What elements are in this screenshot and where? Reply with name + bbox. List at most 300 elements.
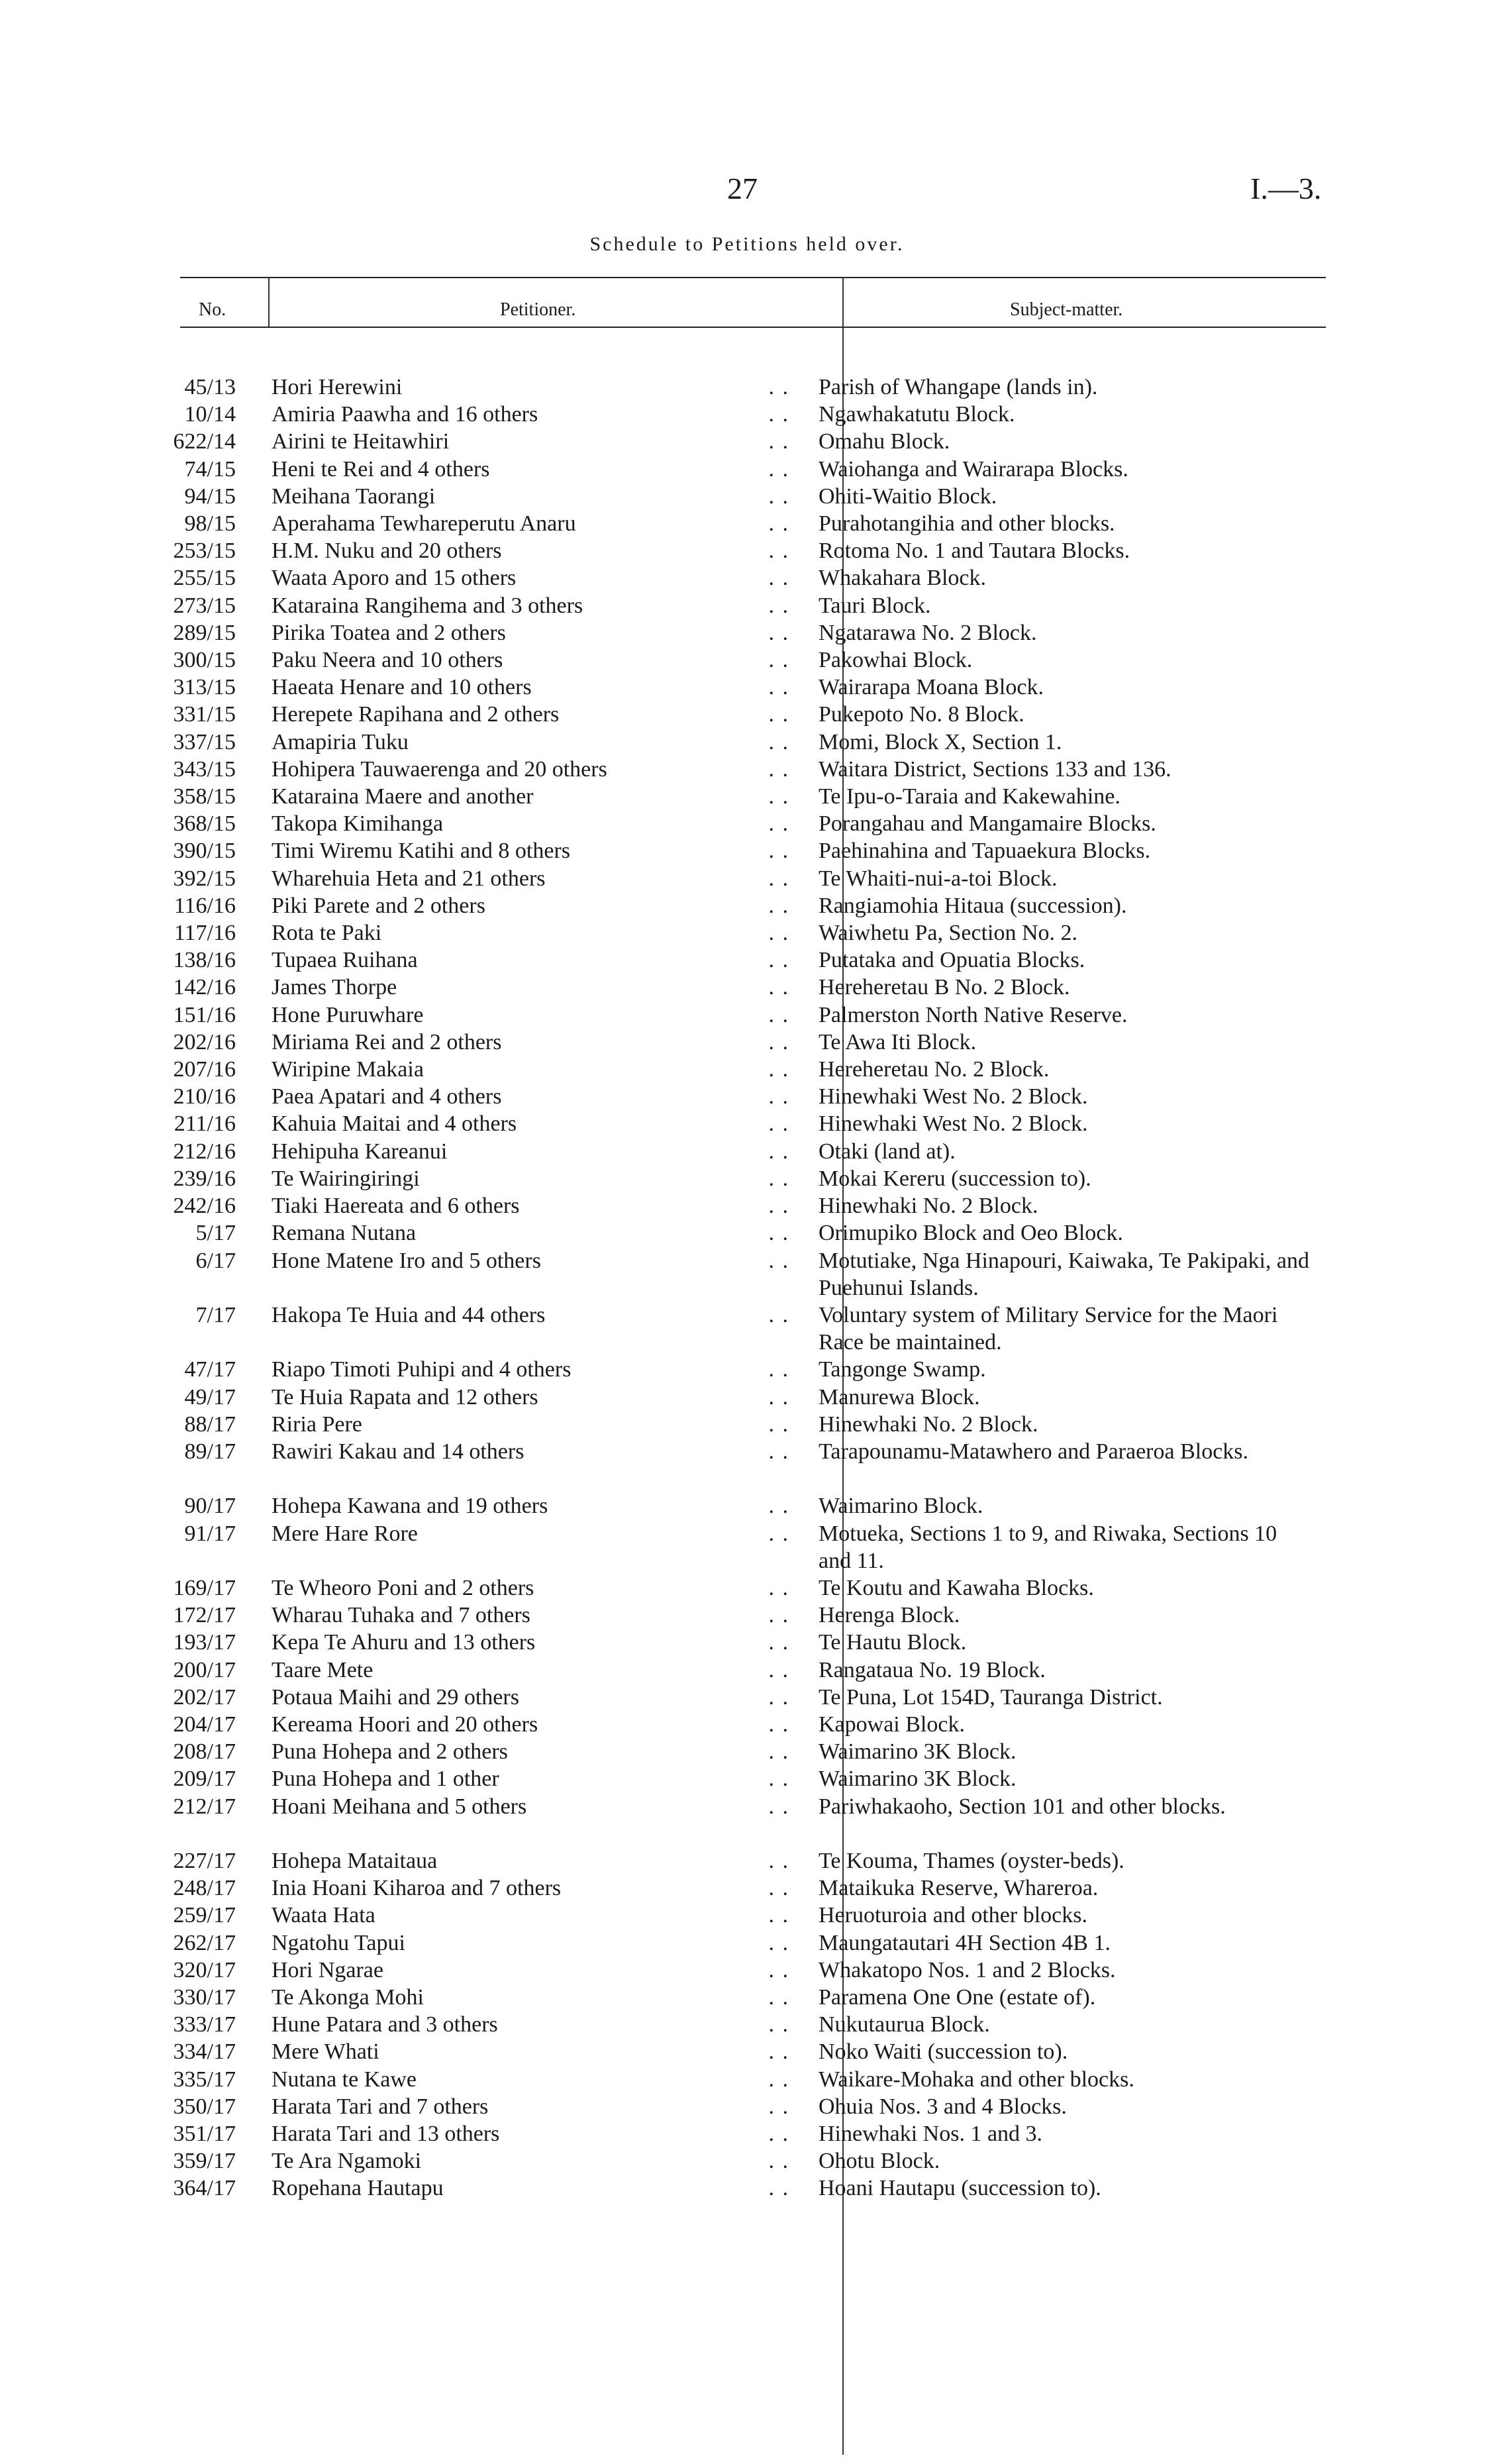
petition-number: 202/16 (173, 1029, 236, 1054)
subject-matter: Orimupiko Block and Oeo Block. (819, 1221, 1123, 1246)
table-row (0, 1874, 1494, 1902)
petition-number: 45/13 (184, 375, 236, 399)
page-title: Schedule to Petitions held over. (589, 233, 905, 255)
petition-number: 47/17 (184, 1357, 236, 1382)
petitioner-cell (238, 1083, 809, 1110)
petitioner-name: Te Wairingiringi (272, 1166, 420, 1191)
dot-leader: . . (768, 1057, 789, 1082)
petitioner-cell (238, 1629, 809, 1656)
subject-matter: Pakowhai Block. (819, 648, 973, 673)
petition-number: 210/16 (173, 1084, 236, 1109)
petition-number: 204/17 (173, 1712, 236, 1737)
table-row (0, 374, 1494, 401)
subject-matter: Waikare-Mohaka and other blocks. (819, 2067, 1134, 2092)
dot-leader: . . (768, 484, 789, 509)
subject-matter: Voluntary system of Military Service for the Maori Race be maintained. (819, 1302, 1278, 1355)
petition-number: 200/17 (173, 1657, 236, 1682)
subject-matter: Tauri Block. (819, 593, 931, 618)
petition-number: 117/16 (174, 921, 236, 946)
table-row (0, 510, 1494, 537)
table-row (0, 1711, 1494, 1738)
petition-number: 169/17 (173, 1575, 236, 1600)
subject-matter: Motueka, Sections 1 to 9, and Riwaka, Sections 10 and 11. (819, 1521, 1277, 1573)
dot-leader: . . (768, 1384, 789, 1410)
table-row (0, 1738, 1494, 1765)
petitioner-cell (238, 1001, 809, 1029)
petitioner-cell (238, 1520, 809, 1547)
dot-leader: . . (768, 1984, 789, 2010)
petitioner-name: Amapiria Tuku (272, 729, 409, 754)
table-row (0, 865, 1494, 892)
table-row (0, 564, 1494, 591)
table-row (0, 1247, 1494, 1302)
petitioner-name: Paku Neera and 10 others (272, 648, 503, 673)
dot-leader: . . (768, 2039, 789, 2065)
table-row (0, 1492, 1494, 1519)
petition-number: 242/16 (173, 1194, 236, 1219)
subject-matter: Heruoturoia and other blocks. (819, 1903, 1087, 1928)
petitioner-name: Waata Hata (272, 1903, 375, 1928)
petitioner-name: Herepete Rapihana and 2 others (272, 702, 560, 727)
table-row (0, 837, 1494, 864)
petitioner-name: Waata Aporo and 15 others (272, 566, 517, 591)
subject-matter: Te Ipu-o-Taraia and Kakewahine. (819, 784, 1120, 809)
petitioner-name: Hehipuha Kareanui (272, 1139, 448, 1164)
subject-matter: Waiwhetu Pa, Section No. 2. (819, 921, 1078, 946)
table-row (0, 1356, 1494, 1383)
dot-leader: . . (768, 2149, 789, 2174)
petitioner-cell (238, 1738, 809, 1765)
subject-matter: Hinewhaki No. 2 Block. (819, 1412, 1038, 1437)
page-number: 27 (727, 172, 758, 205)
petitioner-name: Mere Hare Rore (272, 1521, 418, 1546)
petition-number: 208/17 (173, 1739, 236, 1765)
subject-matter: Wairarapa Moana Block. (819, 675, 1044, 700)
table-row (0, 537, 1494, 564)
petitioner-name: Tupaea Ruihana (272, 948, 418, 973)
subject-matter: Te Whaiti-nui-a-toi Block. (819, 866, 1058, 891)
table-top-rule (180, 277, 1326, 278)
subject-matter: Hinewhaki No. 2 Block. (819, 1194, 1038, 1219)
petitioner-name: Kataraina Maere and another (272, 784, 534, 809)
petitioner-name: Wharehuia Heta and 21 others (272, 866, 546, 891)
dot-leader: . . (768, 593, 789, 618)
dot-leader: . . (768, 1794, 789, 1819)
petitioner-cell (238, 619, 809, 646)
dot-leader: . . (768, 1767, 789, 1792)
petition-number: 333/17 (173, 2012, 236, 2037)
dot-leader: . . (768, 1002, 789, 1027)
dot-leader: . . (768, 948, 789, 973)
subject-matter: Kapowai Block. (819, 1712, 965, 1737)
petitioner-cell (238, 1247, 809, 1274)
petition-number: 368/15 (173, 811, 236, 837)
subject-matter: Te Awa Iti Block. (819, 1029, 977, 1054)
dot-leader: . . (768, 1412, 789, 1437)
petitioner-name: Hone Puruwhare (272, 1002, 424, 1027)
subject-matter: Waiohanga and Wairarapa Blocks. (819, 456, 1128, 482)
petitioner-name: Hori Herewini (272, 375, 403, 399)
petitioner-cell (238, 592, 809, 619)
petitioner-name: Tiaki Haereata and 6 others (272, 1194, 520, 1219)
dot-leader: . . (768, 2176, 789, 2201)
dot-leader: . . (768, 756, 789, 782)
dot-leader: . . (768, 429, 789, 454)
subject-matter: Momi, Block X, Section 1. (819, 729, 1062, 754)
subject-matter: Putataka and Opuatia Blocks. (819, 948, 1085, 973)
petitioner-cell (238, 374, 809, 401)
dot-leader: . . (768, 566, 789, 591)
petitioner-cell (238, 1793, 809, 1820)
petitioner-name: Puna Hohepa and 1 other (272, 1767, 499, 1792)
subject-matter: Tangonge Swamp. (819, 1357, 986, 1382)
table-row (0, 1411, 1494, 1438)
petitions-table (0, 374, 1494, 2202)
subject-matter: Rangiamohia Hitaua (succession). (819, 893, 1127, 918)
petitioner-name: Ropehana Hautapu (272, 2176, 444, 2201)
petitioner-cell (238, 1711, 809, 1738)
dot-leader: . . (768, 1712, 789, 1737)
table-row (0, 2120, 1494, 2147)
dot-leader: . . (768, 866, 789, 891)
petitioner-cell (238, 2147, 809, 2175)
column-header-subject: Subject-matter. (1010, 299, 1123, 320)
petitioner-name: Kepa Te Ahuru and 13 others (272, 1630, 536, 1655)
dot-leader: . . (768, 456, 789, 482)
petition-number: 116/16 (174, 893, 236, 918)
petitioner-cell (238, 1684, 809, 1711)
table-row (0, 1438, 1494, 1492)
petitioner-cell (238, 1384, 809, 1411)
table-row (0, 1629, 1494, 1656)
petition-number: 172/17 (173, 1603, 236, 1628)
petitioner-name: Piki Parete and 2 others (272, 893, 485, 918)
petition-number: 49/17 (184, 1384, 236, 1410)
table-row (0, 1001, 1494, 1029)
subject-matter: Ohotu Block. (819, 2149, 940, 2174)
petitioner-name: Heni te Rei and 4 others (272, 456, 490, 482)
petition-number: 300/15 (173, 648, 236, 673)
table-row (0, 2147, 1494, 2175)
dot-leader: . . (768, 1221, 789, 1246)
subject-matter: Mokai Kereru (succession to). (819, 1166, 1091, 1191)
column-divider (268, 277, 270, 327)
petitioner-name: Riria Pere (272, 1412, 362, 1437)
petitioner-name: Rawiri Kakau and 14 others (272, 1439, 524, 1464)
petitioner-cell (238, 1356, 809, 1383)
table-row (0, 619, 1494, 646)
dot-leader: . . (768, 1194, 789, 1219)
petition-number: 320/17 (173, 1957, 236, 1982)
table-row (0, 1793, 1494, 1847)
petitioner-cell (238, 2120, 809, 2147)
table-row (0, 892, 1494, 919)
petitioner-name: Airini te Heitawhiri (272, 429, 450, 454)
subject-matter: Pukepoto No. 8 Block. (819, 702, 1024, 727)
table-row (0, 2175, 1494, 2202)
table-row (0, 1219, 1494, 1247)
petition-number: 239/16 (173, 1166, 236, 1191)
dot-leader: . . (768, 1111, 789, 1137)
petitioner-name: Puna Hohepa and 2 others (272, 1739, 508, 1765)
dot-leader: . . (768, 1957, 789, 1982)
petitioner-name: Hone Matene Iro and 5 others (272, 1248, 541, 1273)
petitioner-cell (238, 1302, 809, 1329)
table-row (0, 701, 1494, 728)
dot-leader: . . (768, 1903, 789, 1928)
petitioner-cell (238, 1657, 809, 1684)
petitioner-name: Pirika Toatea and 2 others (272, 620, 506, 645)
table-row (0, 1110, 1494, 1137)
petition-number: 211/16 (174, 1111, 236, 1137)
subject-matter: Hinewhaki West No. 2 Block. (819, 1084, 1088, 1109)
petitioner-cell (238, 1438, 809, 1465)
petition-number: 5/17 (195, 1221, 236, 1246)
petition-number: 6/17 (195, 1248, 236, 1273)
petition-number: 209/17 (173, 1767, 236, 1792)
table-row (0, 947, 1494, 974)
table-row (0, 1192, 1494, 1219)
table-row (0, 428, 1494, 455)
petitioner-cell (238, 1574, 809, 1602)
petitioner-cell (238, 756, 809, 783)
petition-number: 313/15 (173, 675, 236, 700)
petitioner-cell (238, 2011, 809, 2038)
petitioner-name: Takopa Kimihanga (272, 811, 444, 837)
table-row (0, 1165, 1494, 1192)
petition-number: 193/17 (173, 1630, 236, 1655)
petitioner-cell (238, 1602, 809, 1629)
petitioner-cell (238, 428, 809, 455)
dot-leader: . . (768, 1739, 789, 1765)
table-row (0, 2011, 1494, 2038)
petitioner-cell (238, 1056, 809, 1083)
table-row (0, 646, 1494, 674)
petition-number: 212/16 (173, 1139, 236, 1164)
subject-matter: Te Puna, Lot 154D, Tauranga District. (819, 1684, 1163, 1710)
petition-number: 390/15 (173, 839, 236, 864)
subject-matter: Herenga Block. (819, 1603, 960, 1628)
petition-number: 259/17 (173, 1903, 236, 1928)
petitioner-name: Te Akonga Mohi (272, 1984, 424, 2010)
dot-leader: . . (768, 1848, 789, 1873)
subject-matter: Whakatopo Nos. 1 and 2 Blocks. (819, 1957, 1116, 1982)
petitioner-name: James Thorpe (272, 975, 397, 1000)
table-row (0, 2066, 1494, 2093)
table-row (0, 1029, 1494, 1056)
dot-leader: . . (768, 921, 789, 946)
petition-number: 202/17 (173, 1684, 236, 1710)
subject-matter: Paramena One One (estate of). (819, 1984, 1096, 2010)
table-row (0, 1520, 1494, 1574)
table-row (0, 783, 1494, 810)
petitioner-cell (238, 1957, 809, 1984)
table-row (0, 2038, 1494, 2065)
petitioner-name: Meihana Taorangi (272, 484, 436, 509)
subject-matter: Hoani Hautapu (succession to). (819, 2176, 1101, 2201)
subject-matter: Noko Waiti (succession to). (819, 2039, 1068, 2065)
petitioner-cell (238, 865, 809, 892)
petition-number: 227/17 (173, 1848, 236, 1873)
table-row (0, 919, 1494, 947)
dot-leader: . . (768, 511, 789, 537)
petitioner-cell (238, 783, 809, 810)
dot-leader: . . (768, 1166, 789, 1191)
petition-number: 337/15 (173, 729, 236, 754)
petition-number: 7/17 (195, 1302, 236, 1327)
subject-matter: Whakahara Block. (819, 566, 986, 591)
petitioner-cell (238, 974, 809, 1001)
petitioner-name: Haeata Henare and 10 others (272, 675, 532, 700)
dot-leader: . . (768, 975, 789, 1000)
petitioner-cell (238, 2038, 809, 2065)
petition-number: 138/16 (173, 948, 236, 973)
dot-leader: . . (768, 1657, 789, 1682)
petitioner-name: Amiria Paawha and 16 others (272, 402, 538, 427)
column-header-petitioner: Petitioner. (500, 299, 576, 320)
subject-matter: Te Hautu Block. (819, 1630, 967, 1655)
subject-matter: Hereheretau B No. 2 Block. (819, 975, 1070, 1000)
petitioner-name: Inia Hoani Kiharoa and 7 others (272, 1876, 562, 1901)
table-row (0, 592, 1494, 619)
petitioner-cell (238, 892, 809, 919)
petitioner-name: Taare Mete (272, 1657, 374, 1682)
petition-number: 248/17 (173, 1876, 236, 1901)
dot-leader: . . (768, 620, 789, 645)
dot-leader: . . (768, 1248, 789, 1273)
table-row (0, 729, 1494, 756)
dot-leader: . . (768, 2012, 789, 2037)
petition-number: 622/14 (173, 429, 236, 454)
petition-number: 151/16 (173, 1002, 236, 1027)
table-row (0, 974, 1494, 1001)
petitioner-cell (238, 483, 809, 510)
petitioner-cell (238, 701, 809, 728)
petition-number: 94/15 (184, 484, 236, 509)
table-row (0, 1138, 1494, 1165)
dot-leader: . . (768, 1575, 789, 1600)
dot-leader: . . (768, 1357, 789, 1382)
petitioner-name: Te Wheoro Poni and 2 others (272, 1575, 534, 1600)
table-row (0, 1684, 1494, 1711)
subject-matter: Mataikuka Reserve, Whareroa. (819, 1876, 1099, 1901)
table-row (0, 1056, 1494, 1083)
dot-leader: . . (768, 1494, 789, 1519)
subject-matter: Waimarino 3K Block. (819, 1739, 1017, 1765)
table-row (0, 1574, 1494, 1602)
petition-number: 253/15 (173, 539, 236, 564)
dot-leader: . . (768, 675, 789, 700)
petitioner-cell (238, 2066, 809, 2093)
petitioner-cell (238, 729, 809, 756)
table-row (0, 1302, 1494, 1356)
column-header-no: No. (199, 299, 226, 320)
subject-matter: Omahu Block. (819, 429, 950, 454)
table-row (0, 1083, 1494, 1110)
petitioner-cell (238, 1984, 809, 2011)
dot-leader: . . (768, 2121, 789, 2146)
dot-leader: . . (768, 893, 789, 918)
petitioner-name: Kereama Hoori and 20 others (272, 1712, 538, 1737)
petitioner-cell (238, 1138, 809, 1165)
petitioner-cell (238, 1874, 809, 1902)
subject-matter: Waimarino 3K Block. (819, 1767, 1017, 1792)
petitioner-name: Miriama Rei and 2 others (272, 1029, 502, 1054)
petition-number: 334/17 (173, 2039, 236, 2065)
petitioner-name: Nutana te Kawe (272, 2067, 417, 2092)
subject-matter: Ohiti-Waitio Block. (819, 484, 997, 509)
dot-leader: . . (768, 1029, 789, 1054)
petitioner-cell (238, 1411, 809, 1438)
petitioner-cell (238, 1029, 809, 1056)
petitioner-cell (238, 947, 809, 974)
subject-matter: Waitara District, Sections 133 and 136. (819, 756, 1171, 782)
subject-matter: Motutiake, Nga Hinapouri, Kaiwaka, Te Pakipaki, and Puehunui Islands. (819, 1248, 1310, 1300)
document-reference: I.—3. (1250, 172, 1322, 205)
table-row (0, 1384, 1494, 1411)
subject-matter: Purahotangihia and other blocks. (819, 511, 1115, 537)
subject-matter: Nukutaurua Block. (819, 2012, 990, 2037)
petitioner-name: Riapo Timoti Puhipi and 4 others (272, 1357, 572, 1382)
petitioner-cell (238, 2093, 809, 2120)
petitioner-name: Paea Apatari and 4 others (272, 1084, 502, 1109)
dot-leader: . . (768, 784, 789, 809)
dot-leader: . . (768, 729, 789, 754)
dot-leader: . . (768, 1302, 789, 1327)
dot-leader: . . (768, 811, 789, 837)
subject-matter: Ngatarawa No. 2 Block. (819, 620, 1037, 645)
subject-matter: Rangataua No. 19 Block. (819, 1657, 1046, 1682)
dot-leader: . . (768, 1930, 789, 1955)
subject-matter: Hinewhaki West No. 2 Block. (819, 1111, 1088, 1137)
petitioner-name: Hori Ngarae (272, 1957, 383, 1982)
dot-leader: . . (768, 1603, 789, 1628)
petitioner-cell (238, 674, 809, 701)
dot-leader: . . (768, 539, 789, 564)
dot-leader: . . (768, 1139, 789, 1164)
petition-number: 273/15 (173, 593, 236, 618)
subject-matter: Tarapounamu-Matawhero and Paraeroa Blocks. (819, 1439, 1249, 1464)
subject-matter: Te Kouma, Thames (oyster-beds). (819, 1848, 1124, 1873)
dot-leader: . . (768, 1439, 789, 1464)
petition-number: 262/17 (173, 1930, 236, 1955)
petitioner-cell (238, 401, 809, 428)
dot-leader: . . (768, 1521, 789, 1546)
petition-number: 142/16 (173, 975, 236, 1000)
petitioner-cell (238, 1110, 809, 1137)
petitioner-name: Ngatohu Tapui (272, 1930, 405, 1955)
petitioner-name: Hohepa Mataitaua (272, 1848, 438, 1873)
petitioner-name: Kahuia Maitai and 4 others (272, 1111, 517, 1137)
petitioner-cell (238, 2175, 809, 2202)
subject-matter: Porangahau and Mangamaire Blocks. (819, 811, 1156, 837)
subject-matter: Rotoma No. 1 and Tautara Blocks. (819, 539, 1130, 564)
subject-matter: Hinewhaki Nos. 1 and 3. (819, 2121, 1043, 2146)
subject-matter: Paehinahina and Tapuaekura Blocks. (819, 839, 1151, 864)
petition-number: 289/15 (173, 620, 236, 645)
table-row (0, 1984, 1494, 2011)
petitioner-name: Hune Patara and 3 others (272, 2012, 498, 2037)
table-row (0, 456, 1494, 483)
petition-number: 335/17 (173, 2067, 236, 2092)
petition-number: 351/17 (173, 2121, 236, 2146)
petition-number: 88/17 (184, 1412, 236, 1437)
petitioner-cell (238, 1847, 809, 1874)
petition-number: 364/17 (173, 2176, 236, 2201)
petition-number: 90/17 (184, 1494, 236, 1519)
table-header-rule (180, 327, 1326, 328)
petition-number: 91/17 (184, 1521, 236, 1546)
